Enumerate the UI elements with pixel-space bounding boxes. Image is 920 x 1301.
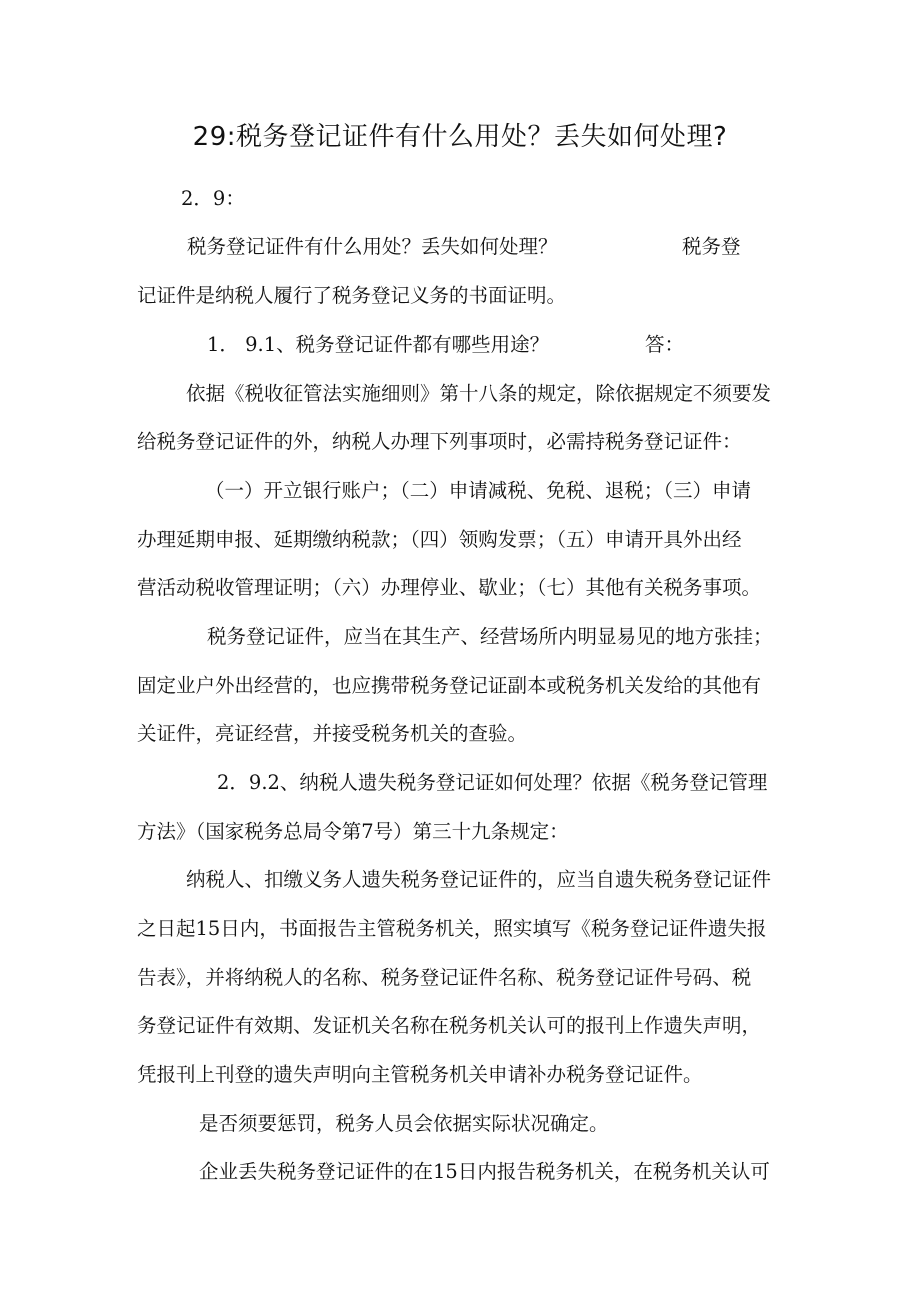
subsection-heading: 1． 9.1、税务登记证件都有哪些用途？ <box>207 333 550 356</box>
paragraph-text: 凭报刊上刊登的遗失声明向主管税务机关申请补办税务登记证件。 <box>137 1063 703 1086</box>
answer-label: 答： <box>645 333 685 356</box>
paragraph-text: 税务登记证件，应当在其生产、经营场所内明显易见的地方张挂； <box>207 625 773 648</box>
document-title: 29:税务登记证件有什么用处？丢失如何处理? <box>192 122 728 152</box>
paragraph-text: 依据《税收征管法实施细则》第十八条的规定，除依据规定不须要发 <box>186 382 772 405</box>
paragraph-text: 营活动税收管理证明；（六）办理停业、歇业；（七）其他有关税务事项。 <box>137 576 762 599</box>
paragraph-text: 给税务登记证件的外，纳税人办理下列事项时，必需持税务登记证件： <box>137 430 742 453</box>
paragraph-text: （一）开立银行账户；（二）申请减税、免税、退税；（三）申请 <box>205 479 752 502</box>
paragraph-text: 纳税人、扣缴义务人遗失税务登记证件的，应当自遗失税务登记证件 <box>186 868 772 891</box>
paragraph-text: 务登记证件有效期、发证机关名称在税务机关认可的报刊上作遗失声明， <box>137 1014 762 1037</box>
paragraph-text: 固定业户外出经营的，也应携带税务登记证副本或税务机关发给的其他有 <box>137 674 762 697</box>
question-heading: 税务登记证件有什么用处？丢失如何处理？ <box>187 235 558 258</box>
paragraph-text: 方法》（国家税务总局令第7号）第三十九条规定： <box>137 820 569 843</box>
paragraph-text: 办理延期申报、延期缴纳税款；（四）领购发票；（五）申请开具外出经 <box>137 528 742 551</box>
paragraph-text: 告表》，并将纳税人的名称、税务登记证件名称、税务登记证件号码、税 <box>137 966 752 989</box>
paragraph-text: 记证件是纳税人履行了税务登记义务的书面证明。 <box>137 284 567 307</box>
paragraph-text: 税务登 <box>682 235 741 258</box>
paragraph-text: 是否须要惩罚，税务人员会依据实际状况确定。 <box>199 1112 609 1135</box>
section-number: 2．9： <box>181 187 245 210</box>
subsection-heading: 2．9.2、纳税人遗失税务登记证如何处理？依据《税务登记管理 <box>217 771 768 794</box>
paragraph-text: 关证件，亮证经营，并接受税务机关的查验。 <box>137 722 528 745</box>
paragraph-text: 之日起15日内，书面报告主管税务机关，照实填写《税务登记证件遗失报 <box>137 917 767 940</box>
paragraph-text: 企业丢失税务登记证件的在15日内报告税务机关，在税务机关认可 <box>199 1160 770 1183</box>
